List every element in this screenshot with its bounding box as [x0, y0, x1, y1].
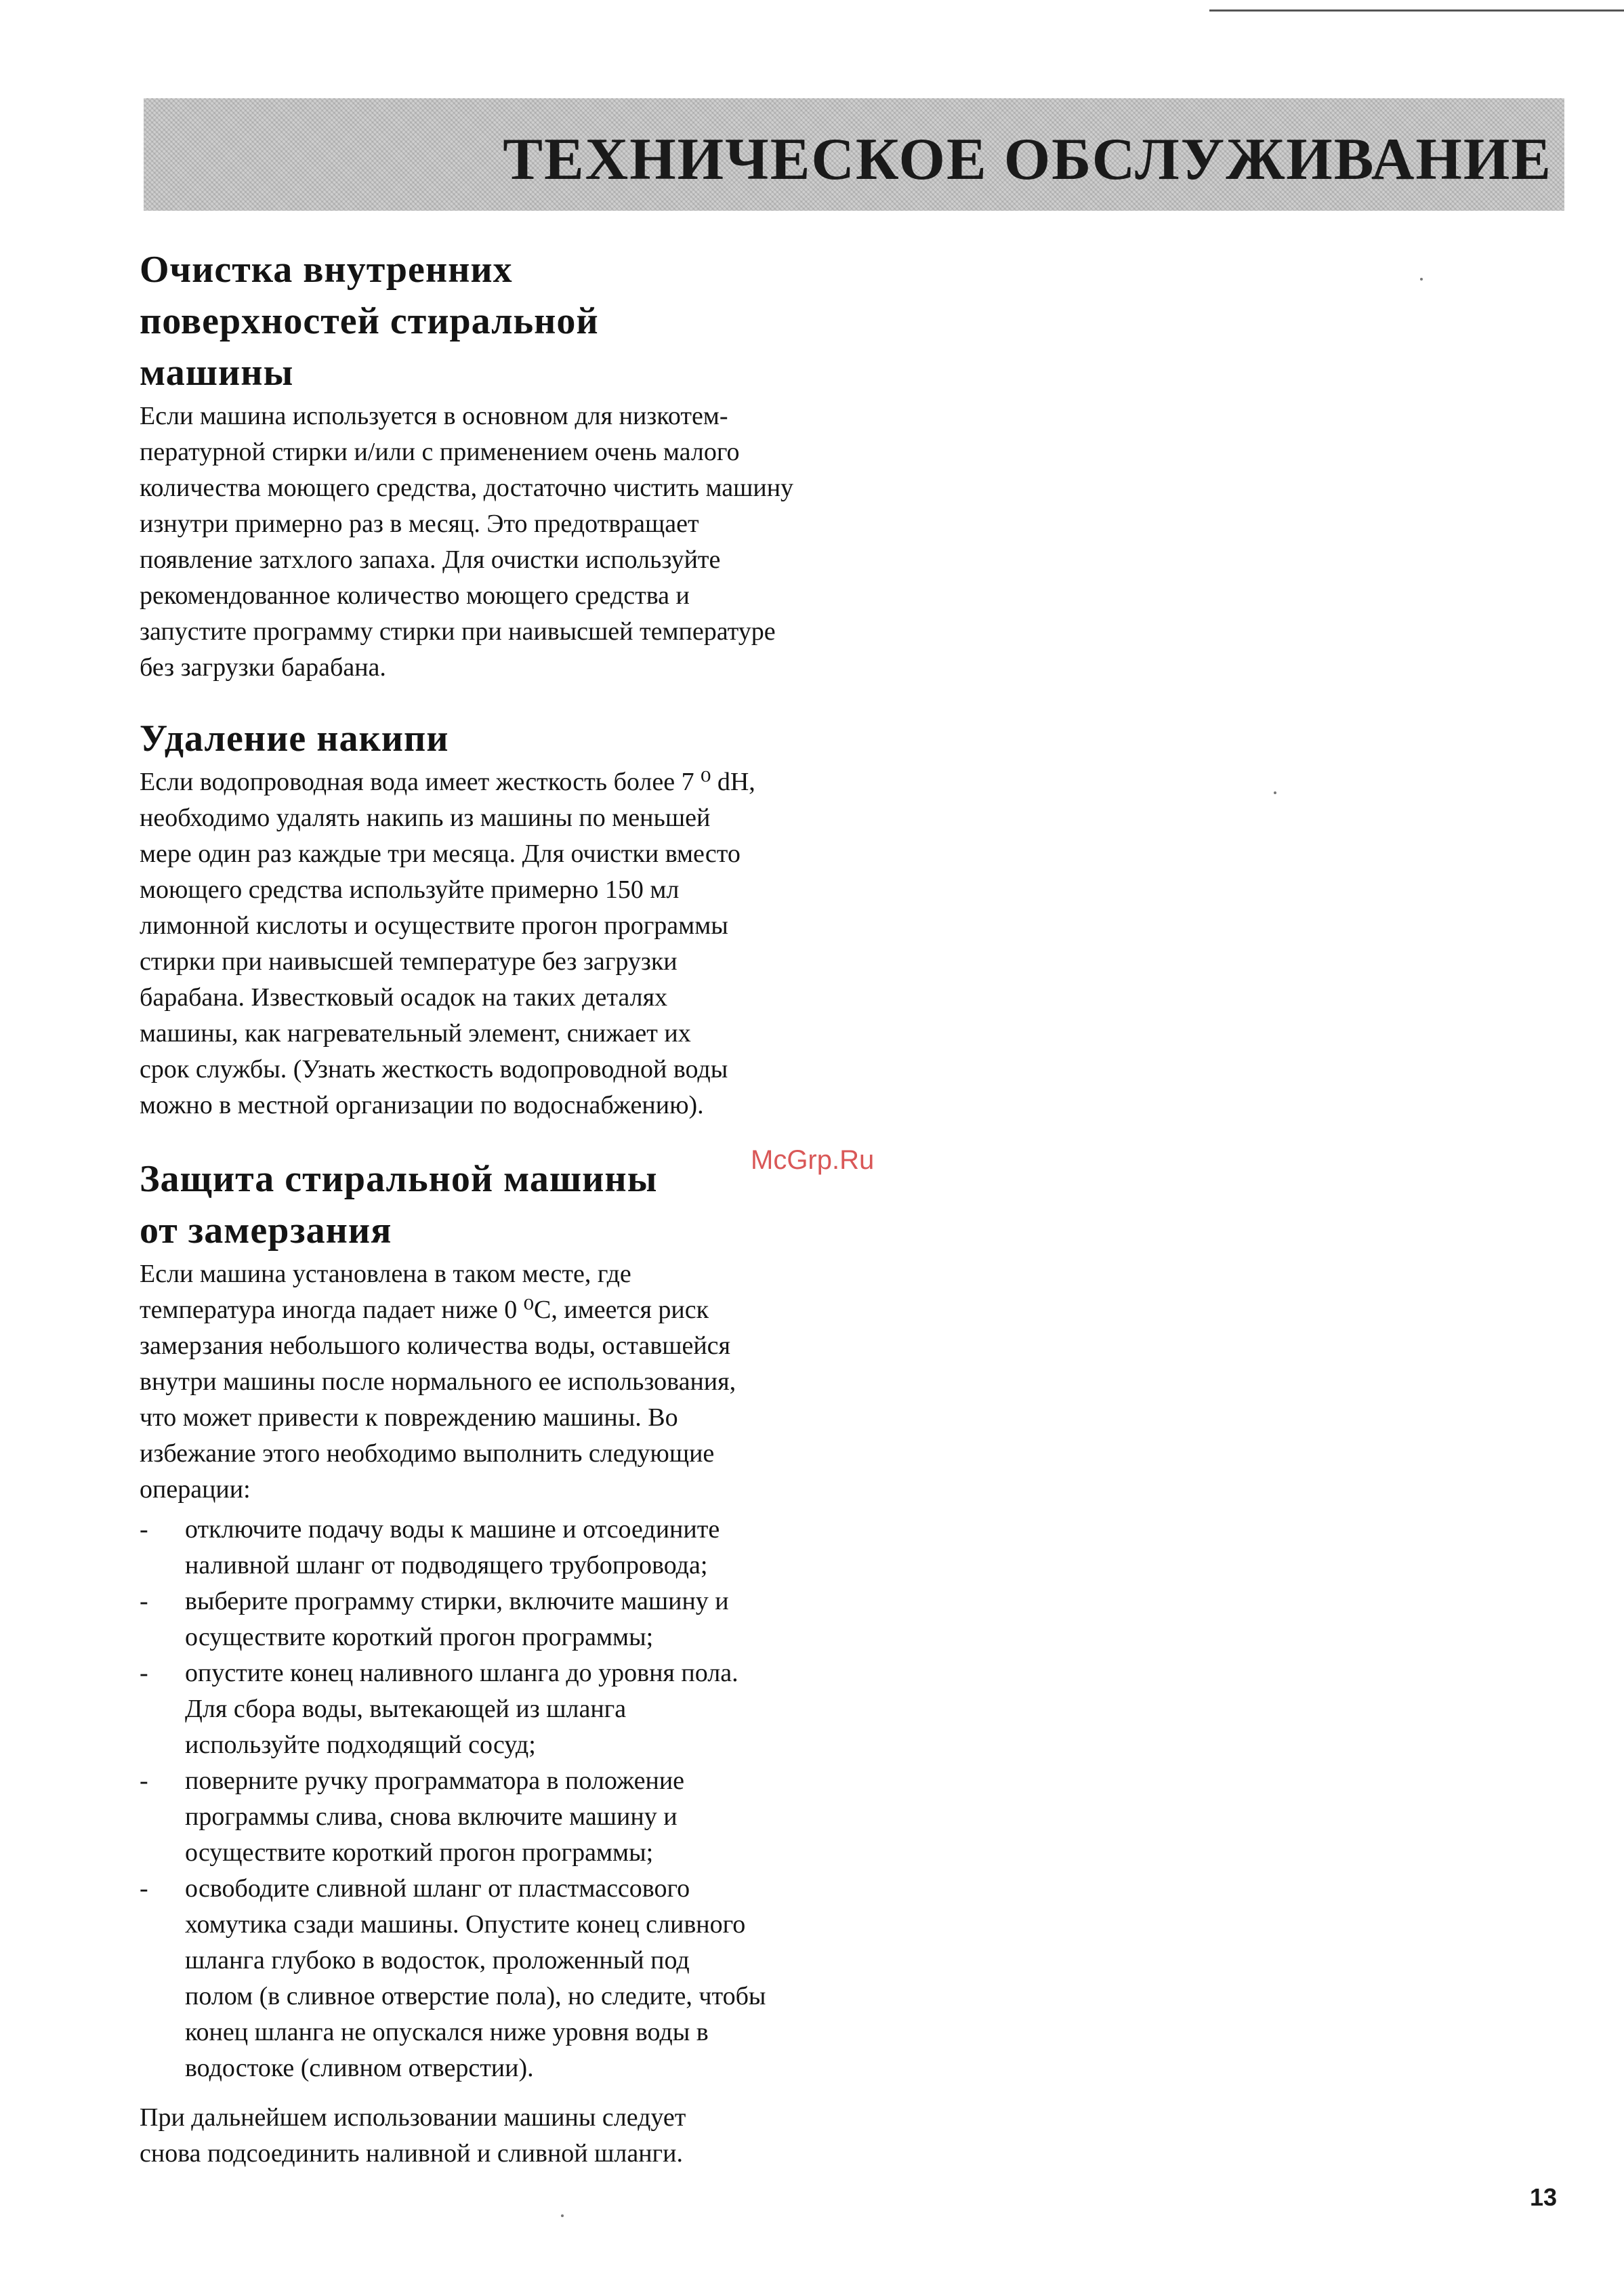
- item-line: хомутика сзади машины. Опустите конец сливного: [185, 1910, 746, 1939]
- body-line: что может привести к повреждению машины. Во: [140, 1403, 678, 1432]
- scan-speck: [1274, 791, 1276, 794]
- instruction-list: [140, 1512, 898, 2086]
- title-line: от замерзания: [140, 1210, 392, 1252]
- list-item: [140, 1512, 898, 1584]
- scan-speck: [1420, 278, 1423, 281]
- body-line: рекомендованное количество моющего средства и: [140, 581, 690, 610]
- body-line: замерзания небольшого количества воды, оставшейся: [140, 1331, 730, 1360]
- item-line: полом (в сливное отверстие пола), но следите, чтобы: [185, 1982, 766, 2010]
- title-line: Защита стиральной машины: [140, 1158, 658, 1200]
- bullet-dash: -: [140, 1587, 148, 1615]
- section-frost-protection: [140, 1153, 898, 2172]
- body-line: необходимо удалять накипь из машины по меньшей: [140, 804, 711, 832]
- body-line: моющего средства используйте примерно 150 мл: [140, 875, 680, 904]
- body-line: снова подсоединить наливной и сливной шланги.: [140, 2139, 683, 2168]
- item-line: отключите подачу воды к машине и отсоедините: [185, 1515, 720, 1544]
- watermark: McGrp.Ru: [751, 1145, 875, 1175]
- title-line: машины: [140, 352, 294, 394]
- body-line: лимонной кислоты и осуществите прогон программы: [140, 911, 728, 940]
- body-line: При дальнейшем использовании машины следует: [140, 2103, 686, 2132]
- body-line: операции:: [140, 1475, 251, 1504]
- item-line: водостоке (сливном отверстии).: [185, 2054, 534, 2082]
- item-line: освободите сливной шланг от пластмассового: [185, 1874, 690, 1903]
- page-number: 13: [1530, 2183, 1558, 2211]
- list-item: [140, 1871, 898, 2086]
- item-line: поверните ручку программатора в положение: [185, 1767, 685, 1795]
- item-line: Для сбора воды, вытекающей из шланга: [185, 1695, 627, 1723]
- item-line: осуществите короткий прогон программы;: [185, 1623, 654, 1651]
- body-line: изнутри примерно раз в месяц. Это предотвращает: [140, 510, 699, 538]
- item-line: выберите программу стирки, включите машину и: [185, 1587, 729, 1615]
- header-band: [144, 98, 1564, 211]
- body-line: барабана. Известковый осадок на таких деталях: [140, 983, 668, 1012]
- body-line: внутри машины после нормального ее использования,: [140, 1367, 736, 1396]
- bullet-dash: -: [140, 1515, 148, 1544]
- body-line: температура иногда падает ниже 0 ⁰С, имеется риск: [140, 1296, 709, 1324]
- section-body: [140, 398, 898, 686]
- section-body: [140, 764, 898, 1123]
- body-line: без загрузки барабана.: [140, 653, 386, 682]
- body-line: машины, как нагревательный элемент, снижает их: [140, 1019, 691, 1048]
- body-line: срок службы. (Узнать жесткость водопроводной воды: [140, 1055, 728, 1083]
- body-line: пературной стирки и/или с применением очень малого: [140, 438, 740, 466]
- body-line: можно в местной организации по водоснабжению).: [140, 1091, 704, 1119]
- bullet-dash: -: [140, 1874, 148, 1903]
- content-column: [140, 244, 898, 2172]
- body-line: избежание этого необходимо выполнить следующие: [140, 1439, 715, 1468]
- top-rule: [1209, 9, 1624, 12]
- body-line: появление затхлого запаха. Для очистки используйте: [140, 545, 721, 574]
- section-descaling: [140, 713, 898, 1123]
- body-line: мере один раз каждые три месяца. Для очистки вместо: [140, 840, 741, 868]
- list-item: [140, 1763, 898, 1871]
- item-line: опустите конец наливного шланга до уровня пола.: [185, 1659, 738, 1687]
- list-item: [140, 1584, 898, 1655]
- item-line: наливной шланг от подводящего трубопровода;: [185, 1551, 708, 1579]
- body-line: запустите программу стирки при наивысшей температуре: [140, 617, 776, 646]
- body-line: Если машина используется в основном для низкотем-: [140, 402, 728, 430]
- closing-paragraph: [140, 2100, 898, 2172]
- page-header-title: ТЕХНИЧЕСКОЕ ОБСЛУЖИВАНИЕ: [503, 127, 1552, 192]
- body-line: Если машина установлена в таком месте, где: [140, 1260, 631, 1288]
- section-title: [140, 244, 898, 398]
- list-item: [140, 1655, 898, 1763]
- bullet-dash: -: [140, 1659, 148, 1687]
- item-line: шланга глубоко в водосток, проложенный под: [185, 1946, 690, 1975]
- item-line: используйте подходящий сосуд;: [185, 1731, 536, 1759]
- scan-speck: [561, 2214, 564, 2217]
- title-line: Удаление накипи: [140, 718, 449, 760]
- body-line: количества моющего средства, достаточно чистить машину: [140, 474, 794, 502]
- body-line: Если водопроводная вода имеет жесткость более 7 ⁰ dH,: [140, 768, 755, 796]
- bullet-dash: -: [140, 1767, 148, 1795]
- title-line: поверхностей стиральной: [140, 300, 599, 342]
- item-line: программы слива, снова включите машину и: [185, 1802, 678, 1831]
- body-line: стирки при наивысшей температуре без загрузки: [140, 947, 678, 976]
- section-cleaning: [140, 244, 898, 686]
- section-title: [140, 713, 898, 764]
- item-line: осуществите короткий прогон программы;: [185, 1838, 654, 1867]
- title-line: Очистка внутренних: [140, 249, 513, 291]
- item-line: конец шланга не опускался ниже уровня воды в: [185, 2018, 709, 2046]
- section-body: [140, 1256, 898, 1508]
